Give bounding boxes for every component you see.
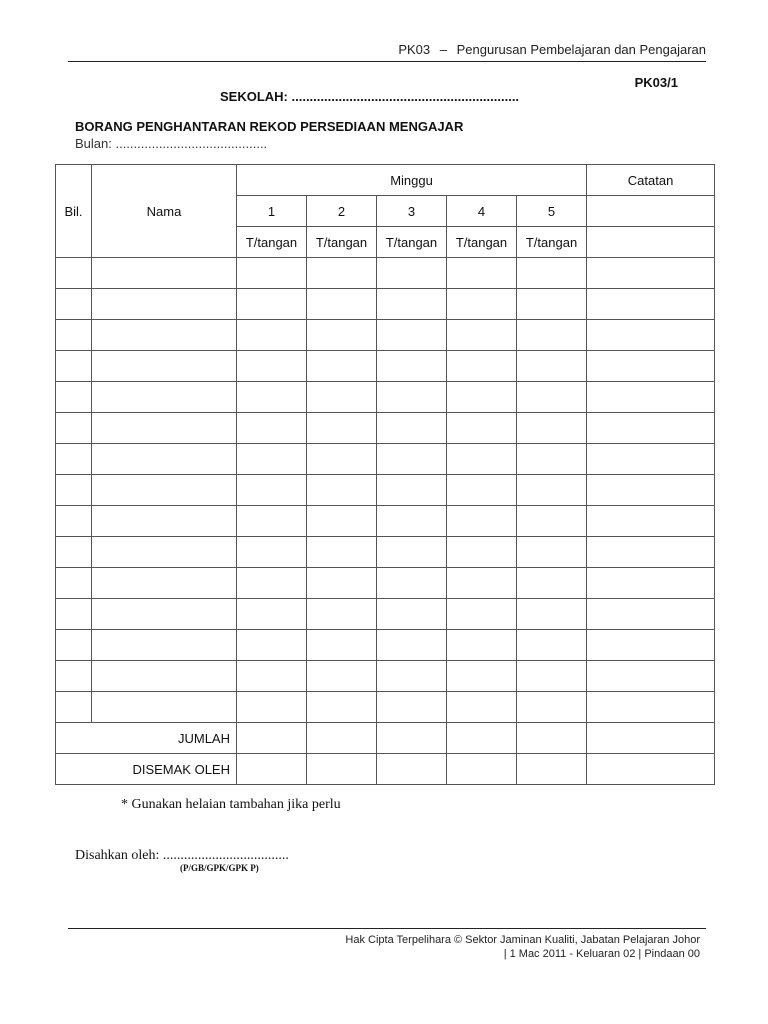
bulan-line: Bulan: .......................................... xyxy=(75,136,268,151)
week-sub-label: T/tangan xyxy=(237,227,307,258)
catatan-cell xyxy=(587,444,715,475)
nama-cell xyxy=(92,630,237,661)
table-row xyxy=(56,258,715,289)
week-cell xyxy=(377,568,447,599)
table-row xyxy=(56,413,715,444)
week-cell xyxy=(517,382,587,413)
week-cell xyxy=(307,413,377,444)
nama-cell xyxy=(92,444,237,475)
catatan-cell xyxy=(587,289,715,320)
week-cell xyxy=(307,599,377,630)
week-cell xyxy=(377,351,447,382)
catatan-cell xyxy=(587,227,715,258)
week-cell xyxy=(447,413,517,444)
bil-cell xyxy=(56,413,92,444)
disemak-cell xyxy=(237,754,307,785)
disemak-cell xyxy=(587,754,715,785)
nama-cell xyxy=(92,475,237,506)
nama-cell xyxy=(92,537,237,568)
table-row xyxy=(56,382,715,413)
week-cell xyxy=(307,320,377,351)
week-cell xyxy=(377,692,447,723)
footnote: * Gunakan helaian tambahan jika perlu xyxy=(121,797,341,812)
table-row xyxy=(56,630,715,661)
week-cell xyxy=(447,630,517,661)
week-cell xyxy=(237,258,307,289)
week-cell xyxy=(377,382,447,413)
week-sub-label: T/tangan xyxy=(377,227,447,258)
week-number: 4 xyxy=(447,196,517,227)
week-number: 3 xyxy=(377,196,447,227)
bil-cell xyxy=(56,320,92,351)
table-row xyxy=(56,506,715,537)
catatan-cell xyxy=(587,537,715,568)
week-number: 1 xyxy=(237,196,307,227)
table-row xyxy=(56,475,715,506)
bil-cell xyxy=(56,661,92,692)
nama-cell xyxy=(92,413,237,444)
bil-cell xyxy=(56,258,92,289)
week-cell xyxy=(377,320,447,351)
week-cell xyxy=(237,475,307,506)
week-cell xyxy=(237,444,307,475)
bil-cell xyxy=(56,475,92,506)
week-cell xyxy=(447,568,517,599)
catatan-cell xyxy=(587,661,715,692)
week-cell xyxy=(237,537,307,568)
bil-cell xyxy=(56,289,92,320)
week-cell xyxy=(307,568,377,599)
table-row xyxy=(56,444,715,475)
week-cell xyxy=(307,506,377,537)
week-cell xyxy=(517,475,587,506)
catatan-cell xyxy=(587,413,715,444)
week-cell xyxy=(377,630,447,661)
catatan-cell xyxy=(587,320,715,351)
week-cell xyxy=(237,320,307,351)
disemak-label: DISEMAK OLEH xyxy=(56,754,237,785)
table-row xyxy=(56,351,715,382)
catatan-cell xyxy=(587,692,715,723)
week-cell xyxy=(237,289,307,320)
week-cell xyxy=(307,382,377,413)
week-sub-label: T/tangan xyxy=(517,227,587,258)
footer-rule xyxy=(68,928,706,929)
week-cell xyxy=(307,475,377,506)
week-cell xyxy=(307,444,377,475)
nama-cell xyxy=(92,258,237,289)
bil-cell xyxy=(56,692,92,723)
week-number: 2 xyxy=(307,196,377,227)
week-cell xyxy=(237,599,307,630)
nama-cell xyxy=(92,506,237,537)
week-cell xyxy=(447,289,517,320)
table-row xyxy=(56,661,715,692)
week-cell xyxy=(517,692,587,723)
week-cell xyxy=(517,444,587,475)
week-cell xyxy=(447,258,517,289)
week-cell xyxy=(517,258,587,289)
week-cell xyxy=(307,289,377,320)
bil-cell xyxy=(56,382,92,413)
week-cell xyxy=(377,289,447,320)
disemak-cell xyxy=(307,754,377,785)
bil-cell xyxy=(56,351,92,382)
week-number: 5 xyxy=(517,196,587,227)
week-cell xyxy=(517,413,587,444)
catatan-cell xyxy=(587,506,715,537)
catatan-cell xyxy=(587,382,715,413)
week-cell xyxy=(307,258,377,289)
col-catatan-header: Catatan xyxy=(587,165,715,196)
week-cell xyxy=(517,630,587,661)
table-row xyxy=(56,537,715,568)
disemak-cell xyxy=(517,754,587,785)
bil-cell xyxy=(56,630,92,661)
table-row xyxy=(56,289,715,320)
week-cell xyxy=(517,506,587,537)
catatan-cell xyxy=(587,599,715,630)
week-cell xyxy=(447,537,517,568)
week-sub-label: T/tangan xyxy=(307,227,377,258)
week-cell xyxy=(237,413,307,444)
week-cell xyxy=(377,258,447,289)
nama-cell xyxy=(92,661,237,692)
week-cell xyxy=(237,661,307,692)
nama-cell xyxy=(92,599,237,630)
week-cell xyxy=(307,661,377,692)
table-row xyxy=(56,599,715,630)
week-cell xyxy=(517,537,587,568)
bil-cell xyxy=(56,537,92,568)
nama-cell xyxy=(92,692,237,723)
week-cell xyxy=(377,444,447,475)
week-cell xyxy=(237,630,307,661)
week-cell xyxy=(237,692,307,723)
week-cell xyxy=(447,320,517,351)
week-cell xyxy=(307,692,377,723)
week-cell xyxy=(447,599,517,630)
table-row xyxy=(56,320,715,351)
week-cell xyxy=(377,661,447,692)
form-code: PK03/1 xyxy=(634,75,678,90)
jumlah-cell xyxy=(377,723,447,754)
header-code: PK03 xyxy=(398,42,431,57)
week-cell xyxy=(517,661,587,692)
week-cell xyxy=(307,630,377,661)
week-cell xyxy=(517,320,587,351)
jumlah-cell xyxy=(517,723,587,754)
bil-cell xyxy=(56,444,92,475)
catatan-cell xyxy=(587,258,715,289)
week-cell xyxy=(307,537,377,568)
form-title: BORANG PENGHANTARAN REKOD PERSEDIAAN MENGAJAR xyxy=(75,119,464,134)
catatan-cell xyxy=(587,568,715,599)
table-row xyxy=(56,568,715,599)
nama-cell xyxy=(92,382,237,413)
bil-cell xyxy=(56,506,92,537)
footer-meta: | 1 Mac 2011 - Keluaran 02 | Pindaan 00 xyxy=(503,948,700,960)
catatan-cell xyxy=(587,475,715,506)
page-header xyxy=(398,42,706,57)
week-sub-label: T/tangan xyxy=(447,227,517,258)
catatan-cell xyxy=(587,351,715,382)
week-cell xyxy=(517,599,587,630)
catatan-cell xyxy=(587,196,715,227)
week-cell xyxy=(237,568,307,599)
week-cell xyxy=(377,413,447,444)
jumlah-cell xyxy=(307,723,377,754)
week-cell xyxy=(447,444,517,475)
jumlah-cell xyxy=(237,723,307,754)
disemak-cell xyxy=(447,754,517,785)
table-row xyxy=(56,692,715,723)
signatory-roles: (P/GB/GPK/GPK P) xyxy=(180,863,259,873)
week-cell xyxy=(447,661,517,692)
week-cell xyxy=(237,506,307,537)
nama-cell xyxy=(92,351,237,382)
bil-cell xyxy=(56,599,92,630)
week-cell xyxy=(237,351,307,382)
week-cell xyxy=(517,568,587,599)
week-cell xyxy=(447,382,517,413)
sekolah-line: SEKOLAH: ............................................................... xyxy=(220,89,520,104)
week-cell xyxy=(237,382,307,413)
week-cell xyxy=(377,475,447,506)
week-cell xyxy=(447,351,517,382)
nama-cell xyxy=(92,568,237,599)
header-rule xyxy=(68,61,706,62)
col-bil-header: Bil. xyxy=(56,165,92,258)
week-cell xyxy=(377,537,447,568)
week-cell xyxy=(447,506,517,537)
week-cell xyxy=(377,599,447,630)
week-cell xyxy=(517,351,587,382)
disahkan-line: Disahkan oleh: .................................... xyxy=(75,848,289,863)
footer-copyright: Hak Cipta Terpelihara © Sektor Jaminan Kualiti, Jabatan Pelajaran Johor xyxy=(345,934,700,946)
jumlah-label: JUMLAH xyxy=(56,723,237,754)
header-title: Pengurusan Pembelajaran dan Pengajaran xyxy=(456,42,706,57)
jumlah-cell xyxy=(587,723,715,754)
catatan-cell xyxy=(587,630,715,661)
week-cell xyxy=(447,475,517,506)
bil-cell xyxy=(56,568,92,599)
nama-cell xyxy=(92,320,237,351)
jumlah-cell xyxy=(447,723,517,754)
week-cell xyxy=(447,692,517,723)
col-minggu-header: Minggu xyxy=(237,165,587,196)
header-separator: – xyxy=(439,42,448,57)
week-cell xyxy=(307,351,377,382)
nama-cell xyxy=(92,289,237,320)
week-cell xyxy=(517,289,587,320)
disemak-cell xyxy=(377,754,447,785)
week-cell xyxy=(377,506,447,537)
col-nama-header: Nama xyxy=(92,165,237,258)
submission-table xyxy=(55,164,715,785)
